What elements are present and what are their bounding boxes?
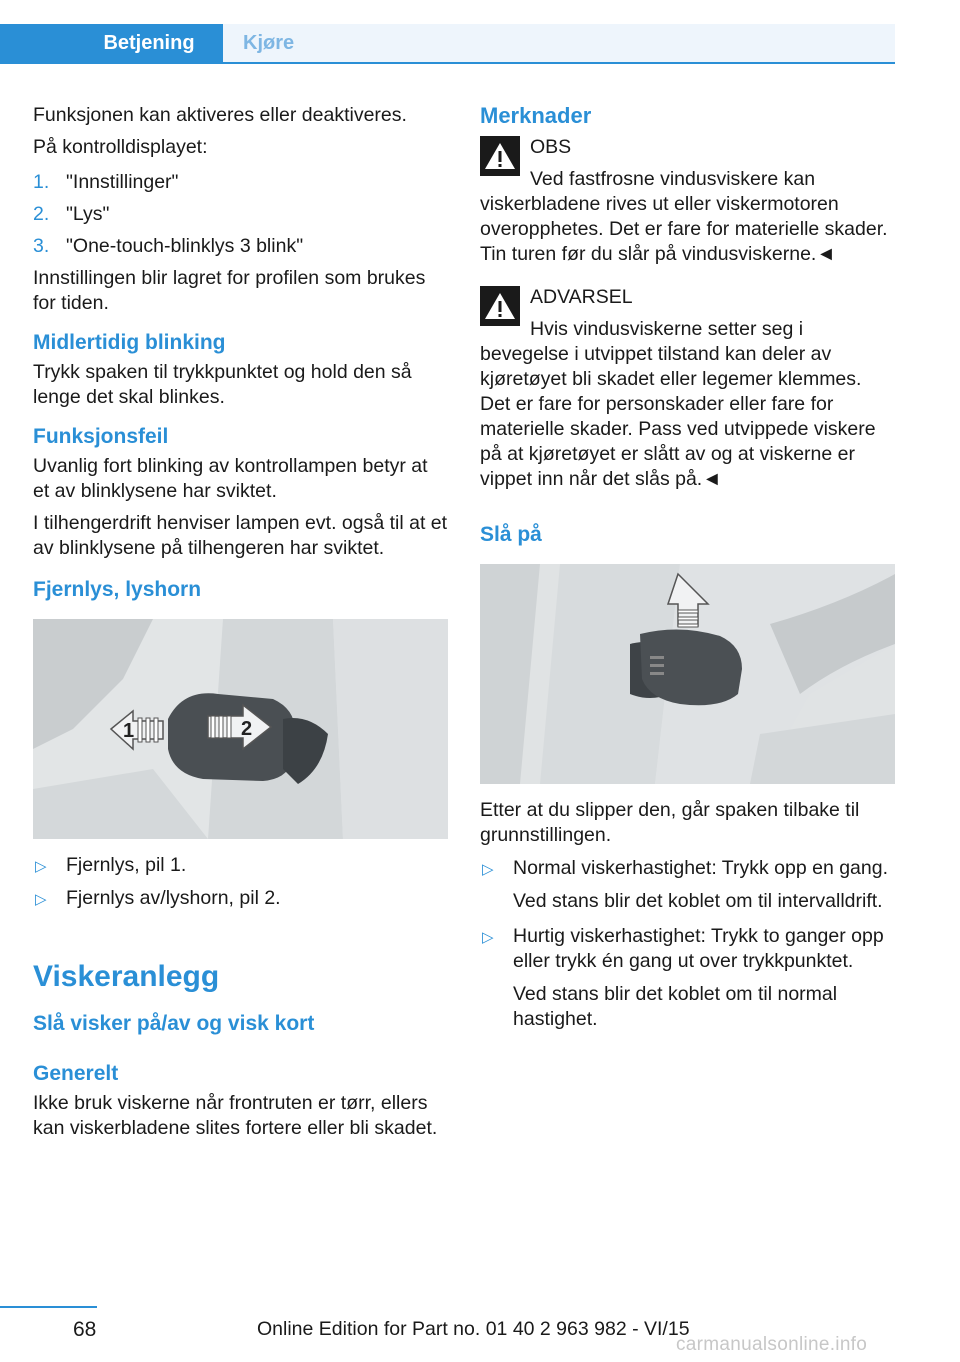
wiper-speed-list <box>480 856 895 1032</box>
notes-title: Merknader <box>480 103 592 128</box>
list-item: 3. "One-touch-blinklys 3 blink" <box>33 235 304 257</box>
right-column <box>480 103 895 1040</box>
fault-text-2: I tilhengerdrift henviser lampen evt. også til at et av blinklysene på tilhengeren har sviktet. <box>33 512 448 559</box>
warning-block <box>480 135 895 267</box>
highbeam-list <box>33 853 448 911</box>
warning-text: Ved fastfrosne vindusviskere kan viskerbladene rives ut eller viskermotoren overopphetes. Det er fare for materielle skader. Tin turen før du slår på vindusviskerne.◄ <box>480 168 888 265</box>
list-item: ▷ Fjernlys, pil 1. <box>33 853 448 878</box>
arrow-label-1: 1 <box>123 720 135 742</box>
general-title: Generelt <box>33 1062 119 1085</box>
caution-text: Hvis vindusviskerne setter seg i bevegelse i utvippet tilstand kan deler av kjøretøyet bli skadet eller legemer klemmes. Det er fare for personskader eller fare for materielle skader. Pass ved utvippede viskere på at kjøretøyet er slått av og at viskerne er vippet inn når det slås på.◄ <box>480 318 876 490</box>
settings-steps <box>33 170 448 259</box>
temp-text: Trykk spaken til trykkpunktet og hold den så lenge det skal blinkes. <box>33 361 412 408</box>
highbeam-title: Fjernlys, lyshorn <box>33 578 202 601</box>
list-item: ▷ Fjernlys av/lyshorn, pil 2. <box>33 886 448 911</box>
fault-text-1: Uvanlig fort blinking av kontrollampen betyr at et av blinklysene har sviktet. <box>33 455 428 502</box>
triangle-bullet-icon: ▷ <box>482 861 494 878</box>
footer-divider <box>0 1306 97 1308</box>
watermark: carmanualsonline.info <box>676 1334 868 1355</box>
edition-text: Online Edition for Part no. 01 40 2 963 982 - VI/15 <box>257 1318 690 1340</box>
list-item: ▷ Normal viskerhastighet: Trykk opp en gang. Ved stans blir det koblet om til intervalldrift. <box>482 857 889 912</box>
wiper-subtitle: Slå visker på/av og visk kort <box>33 1012 315 1035</box>
intro-text: Funksjonen kan aktiveres eller deaktiveres. <box>33 104 407 126</box>
caution-label: ADVARSEL <box>530 286 633 308</box>
warning-triangle-icon <box>480 286 520 326</box>
left-column <box>33 103 448 1148</box>
arrow-label-2: 2 <box>241 718 253 740</box>
header-bar <box>0 0 895 64</box>
triangle-bullet-icon: ▷ <box>35 858 47 875</box>
triangle-bullet-icon: ▷ <box>482 929 494 946</box>
page-number: 68 <box>73 1318 97 1341</box>
intro-text-2: På kontrolldisplayet: <box>33 136 208 158</box>
saved-text: Innstillingen blir lagret for profilen som brukes for tiden. <box>33 267 426 314</box>
list-item: 2. "Lys" <box>33 203 110 225</box>
temp-title: Midlertidig blinking <box>33 331 226 354</box>
on-title: Slå på <box>480 523 542 546</box>
list-item: 1. "Innstillinger" <box>33 171 179 193</box>
caution-block <box>480 285 895 492</box>
warning-triangle-icon <box>480 136 520 176</box>
wiper-figure <box>480 564 895 784</box>
wiper-title: Viskeranlegg <box>33 960 220 993</box>
list-item: ▷ Hurtig viskerhastighet: Trykk to ganger opp eller trykk én gang ut over trykkpunktet. Ved stans blir det koblet om til normal hastighet. <box>482 925 884 1030</box>
warning-label: OBS <box>530 136 572 158</box>
tab-betjening[interactable]: Betjening <box>0 24 223 62</box>
highbeam-figure <box>33 619 448 839</box>
general-text: Ikke bruk viskerne når frontruten er tørr, ellers kan viskerbladene slites fortere eller bli skadet. <box>33 1092 438 1139</box>
fault-title: Funksjonsfeil <box>33 425 169 448</box>
after-text: Etter at du slipper den, går spaken tilbake til grunnstillingen. <box>480 799 860 846</box>
tab-kjore[interactable]: Kjøre <box>223 24 895 62</box>
triangle-bullet-icon: ▷ <box>35 891 47 908</box>
